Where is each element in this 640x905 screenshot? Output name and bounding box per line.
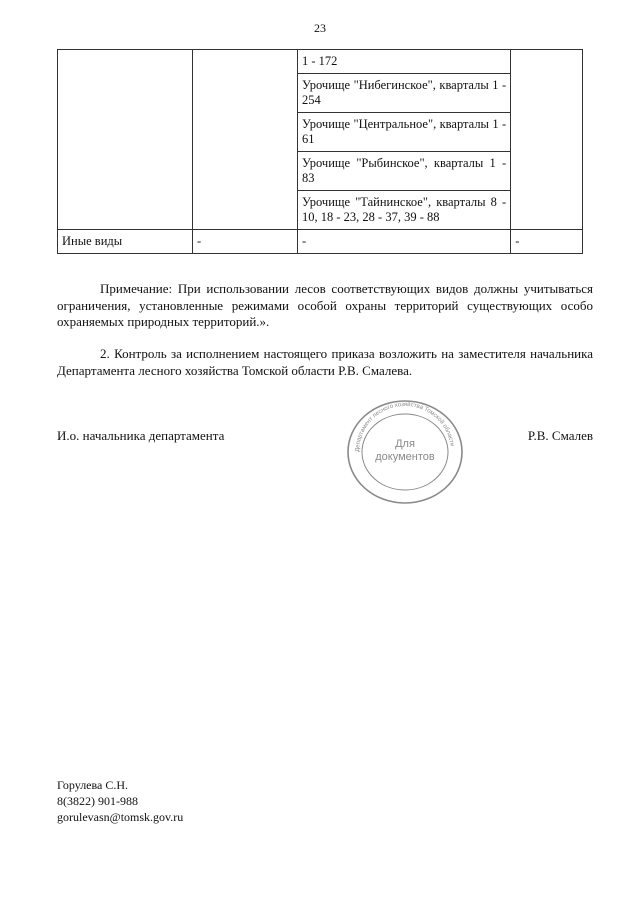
official-stamp	[344, 397, 466, 507]
signatory-title: И.о. начальника департамента	[57, 428, 225, 443]
table-cell-note: -	[511, 230, 583, 254]
page-number: 23	[314, 21, 326, 35]
table-cell-forestry	[193, 50, 298, 230]
table-cell-note	[511, 50, 583, 230]
note-paragraph: Примечание: При использовании лесов соответствующих видов должны учитываться ограничения, установленные режимами особой охраны территорий существующих особо охраняемых природных территорий.».	[57, 281, 593, 329]
contact-phone: 8(3822) 901-988	[57, 794, 138, 808]
contact-email: gorulevasn@tomsk.gov.ru	[57, 810, 184, 824]
signatory-name: Р.В. Смалев	[527, 428, 593, 443]
control-paragraph: 2. Контроль за исполнением настоящего приказа возложить на заместителя начальника Департамента лесного хозяйства Томской области Р.В. Смалева.	[57, 346, 593, 378]
table-cell-forestry: -	[193, 230, 298, 254]
table-cell-quarters: Урочище "Нибегинское", кварталы 1 - 254	[298, 74, 511, 113]
table-cell-type: Иные виды	[58, 230, 193, 254]
stamp-ring-text: Департамент лесного хозяйства Томской области	[354, 401, 455, 453]
table-row	[58, 50, 583, 74]
stamp-label: документов	[375, 451, 435, 463]
table-cell-quarters: Урочище "Тайнинское", кварталы 8 - 10, 18 - 23, 28 - 37, 39 - 88	[298, 191, 511, 230]
table-cell-quarters: 1 - 172	[298, 50, 511, 74]
table-row	[58, 230, 583, 254]
table-cell-quarters: Урочище "Рыбинское", кварталы 1 - 83	[298, 152, 511, 191]
table-cell-type	[58, 50, 193, 230]
table-cell-quarters: Урочище "Центральное", кварталы 1 - 61	[298, 113, 511, 152]
regulations-table	[57, 49, 583, 254]
contact-block	[57, 777, 183, 825]
table-cell-quarters: -	[298, 230, 511, 254]
contact-name: Горулева С.Н.	[57, 778, 129, 792]
stamp-label: Для	[395, 438, 415, 450]
